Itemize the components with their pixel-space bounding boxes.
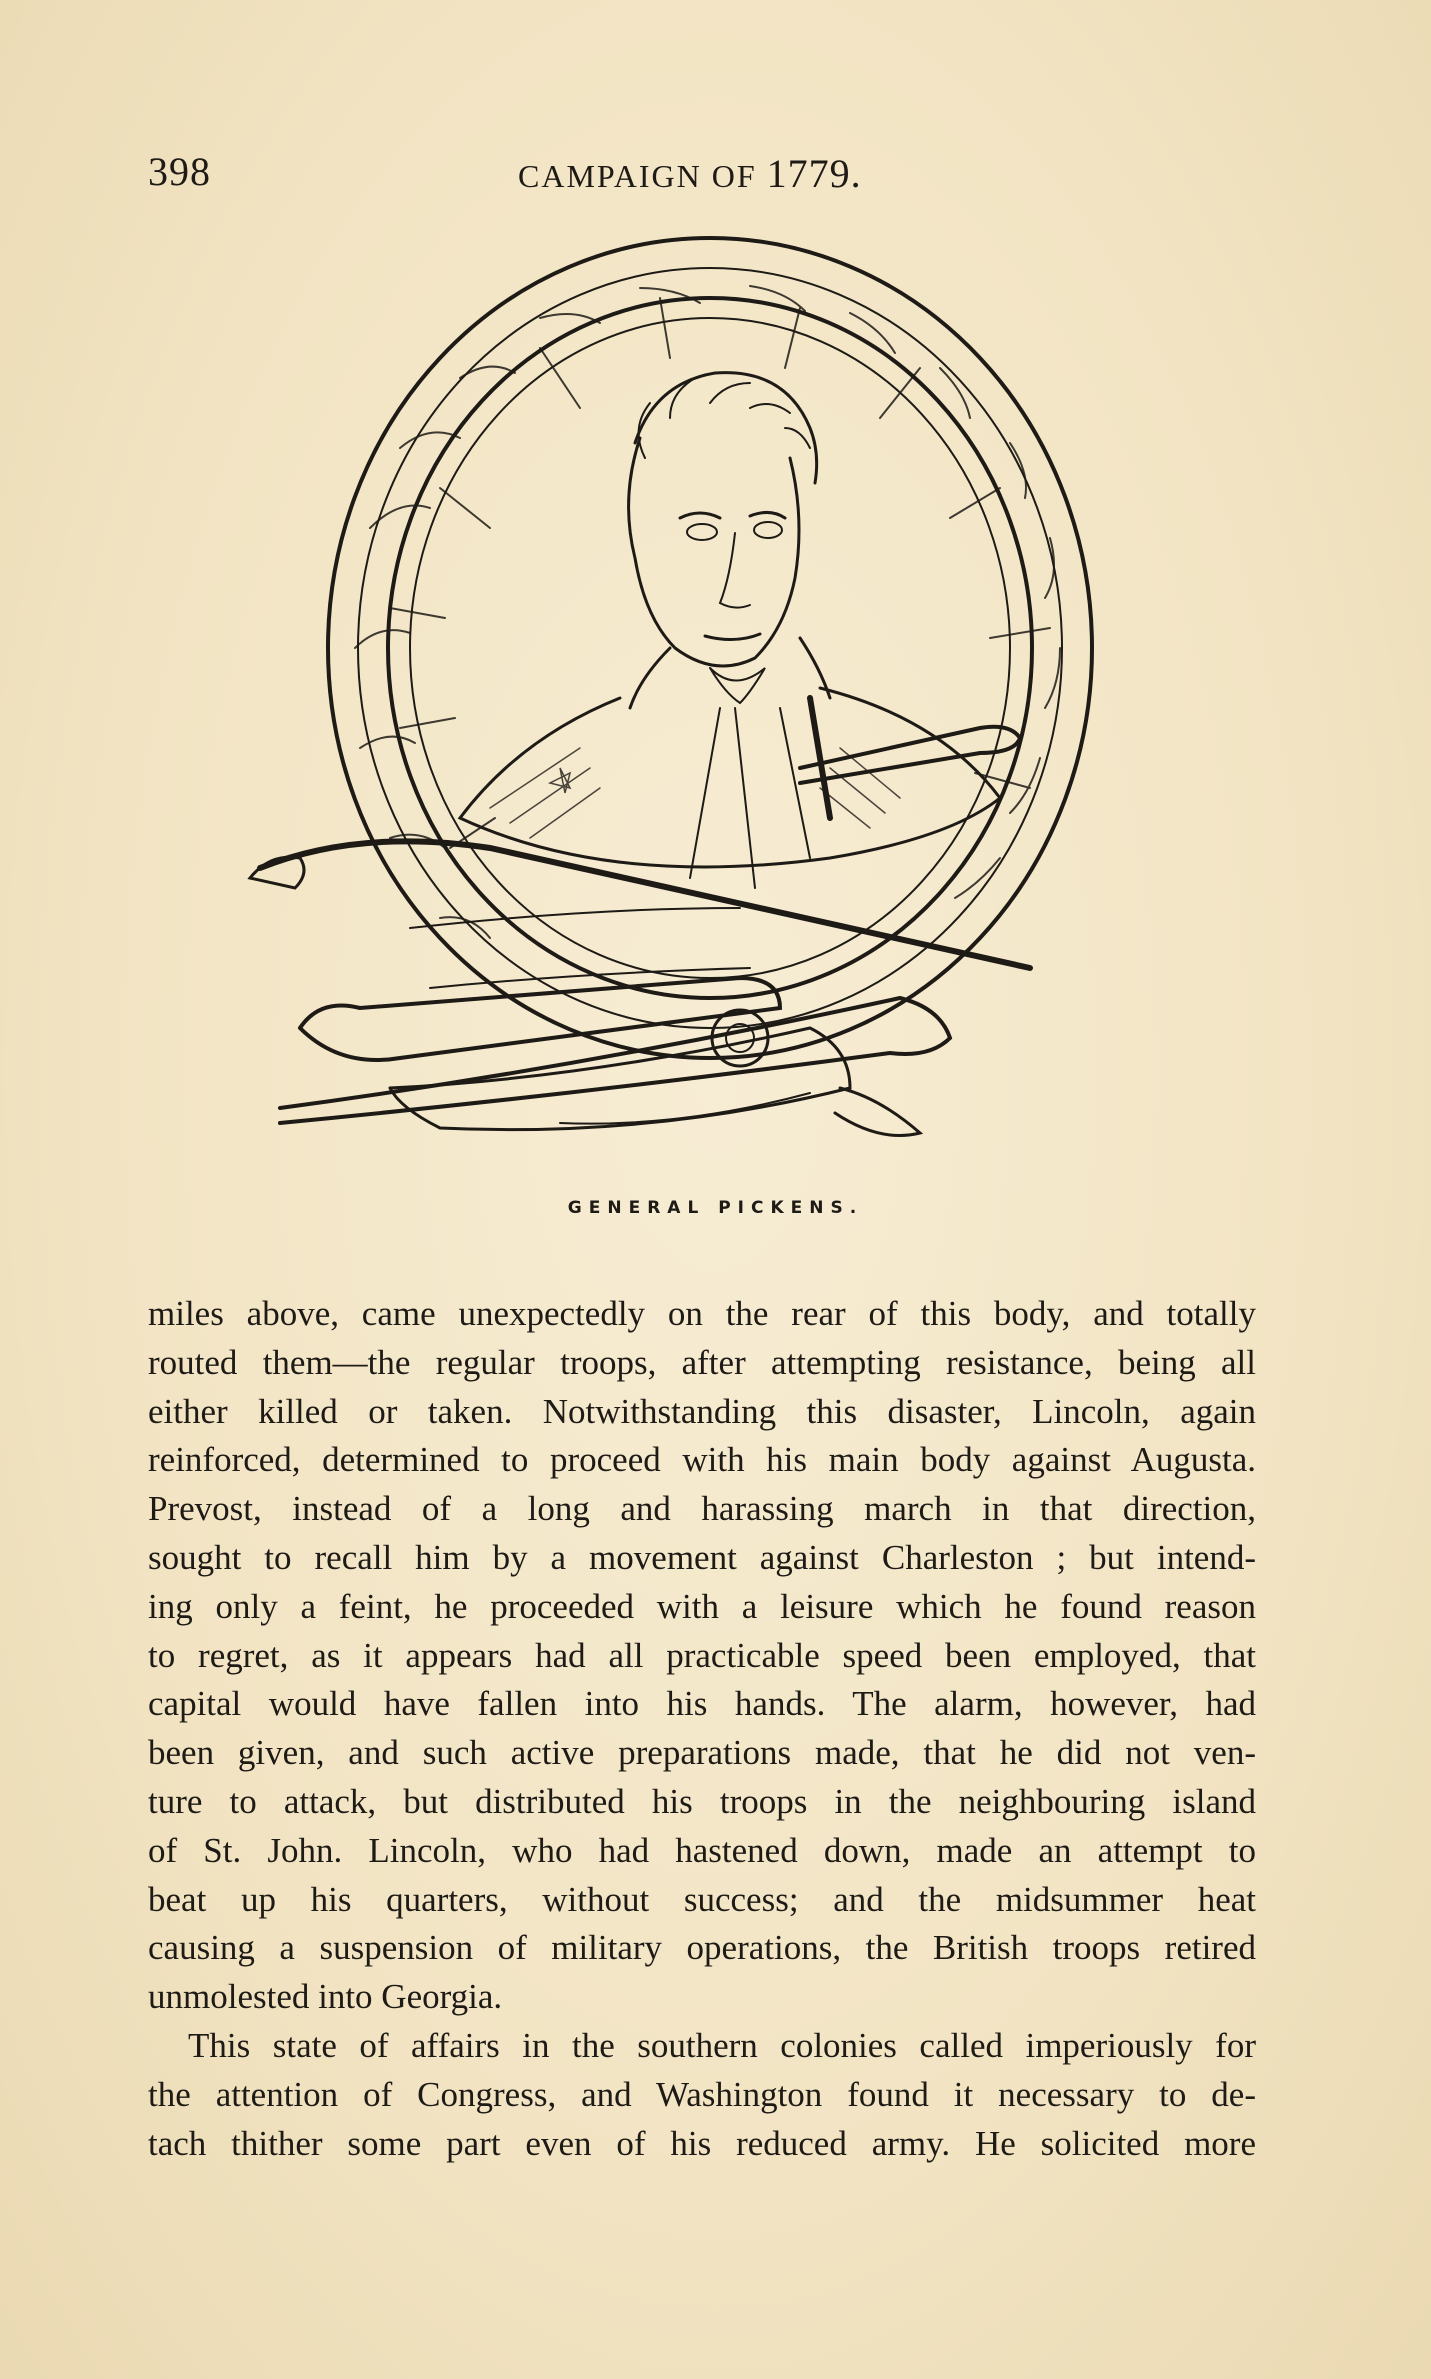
portrait-engraving: [240, 228, 1170, 1188]
text-line: Prevost, instead of a long and harassing march in that direction,: [148, 1489, 1256, 1529]
text-line: either killed or taken. Notwithstanding this disaster, Lincoln, again: [148, 1391, 1256, 1431]
text-line: to regret, as it appears had all practicable speed been employed, that: [148, 1635, 1256, 1675]
text-line: This state of affairs in the southern colonies called imperiously for: [188, 2025, 1256, 2065]
running-head-year: 1779.: [766, 151, 862, 196]
illustration-caption: GENERAL PICKENS.: [567, 1198, 864, 1218]
text-line: tach thither some part even of his reduced army. He solicited more: [148, 2123, 1256, 2163]
text-line: miles above, came unexpectedly on the rear of this body, and totally: [148, 1294, 1256, 1333]
text-line: reinforced, determined to proceed with his main body against Augusta.: [148, 1440, 1256, 1480]
text-line: sought to recall him by a movement against Charleston ; but intend-: [148, 1537, 1256, 1577]
text-line: ture to attack, but distributed his troops in the neighbouring island: [148, 1781, 1256, 1821]
text-line: been given, and such active preparations made, that he did not ven-: [148, 1733, 1256, 1773]
text-line: beat up his quarters, without success; and the midsummer heat: [148, 1879, 1256, 1919]
text-line: capital would have fallen into his hands. The alarm, however, had: [148, 1684, 1256, 1724]
text-line: routed them—the regular troops, after attempting resistance, being all: [148, 1342, 1256, 1382]
text-line: of St. John. Lincoln, who had hastened down, made an attempt to: [148, 1830, 1256, 1870]
text-line: unmolested into Georgia.: [148, 1977, 503, 2017]
text-line: ing only a feint, he proceeded with a leisure which he found reason: [148, 1586, 1256, 1626]
text-line: causing a suspension of military operations, the British troops retired: [148, 1928, 1256, 1968]
text-line: the attention of Congress, and Washington found it necessary to de-: [148, 2074, 1256, 2114]
running-head-title: CAMPAIGN OF: [518, 158, 757, 194]
page-number: 398: [148, 149, 211, 194]
body-text: [148, 1290, 1256, 2168]
running-head: [518, 150, 862, 197]
